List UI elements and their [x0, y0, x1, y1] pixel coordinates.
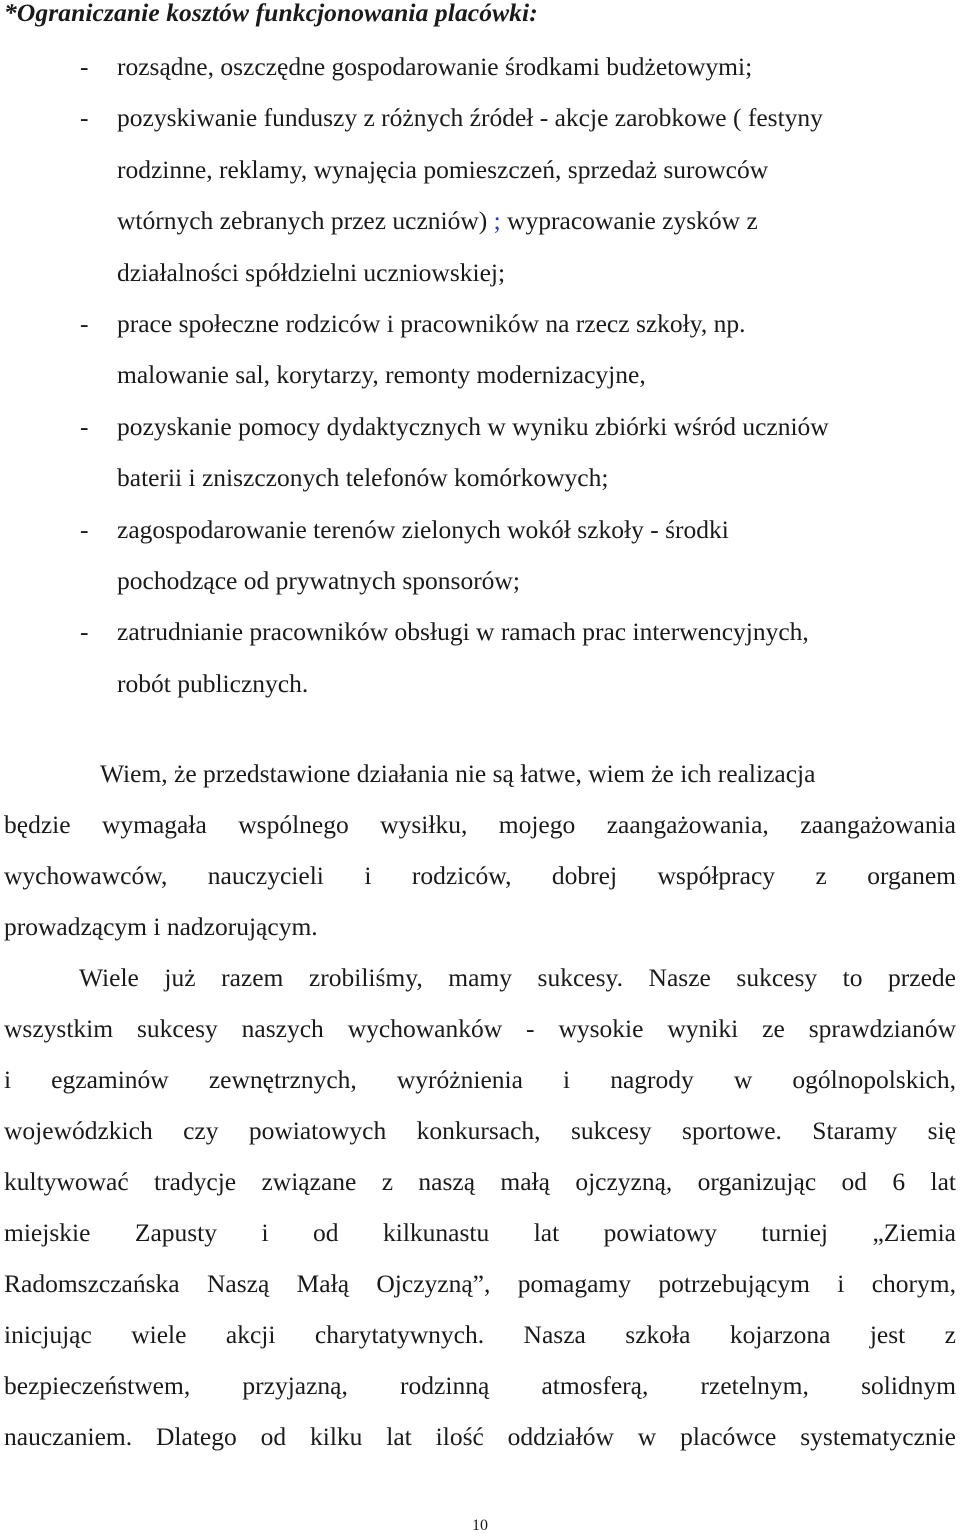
paragraph-line: prowadzącym i nadzorującym. — [4, 912, 318, 941]
list-dash: - — [80, 411, 89, 441]
paragraph-line: wszystkim sukcesy naszych wychowanków - wysokie wyniki ze sprawdzianów — [4, 1014, 956, 1043]
list-item — [0, 401, 947, 504]
cost-reduction-list — [0, 41, 960, 709]
list-line: rodzinne, reklamy, wynajęcia pomieszczeń, sprzedaż surowców — [117, 154, 769, 184]
list-line: pochodzące od prywatnych sponsorów; — [117, 566, 520, 596]
paragraph-line: Radomszczańska Naszą Małą Ojczyzną”, pomagamy potrzebującym i chorym, — [4, 1269, 956, 1298]
list-item — [0, 92, 947, 298]
list-item — [0, 606, 947, 709]
list-item — [0, 41, 947, 92]
paragraph-line: bezpieczeństwem, przyjazną, rodzinną atmosferą, rzetelnym, solidnym — [4, 1371, 956, 1400]
list-dash: - — [80, 103, 89, 133]
list-item — [0, 504, 947, 607]
list-line: pozyskiwanie funduszy z różnych źródeł - akcje zarobkowe ( festyny — [117, 103, 823, 133]
paragraph-closing-statement — [4, 748, 956, 952]
paragraph-line: inicjując wiele akcji charytatywnych. Nasza szkoła kojarzona jest z — [4, 1320, 956, 1349]
list-line: rozsądne, oszczędne gospodarowanie środkami budżetowymi; — [117, 52, 753, 81]
paragraph-line: kultywować tradycje związane z naszą małą ojczyzną, organizując od 6 lat — [4, 1167, 956, 1196]
list-dash: - — [80, 309, 89, 339]
page-number: 10 — [472, 1517, 488, 1534]
list-line: działalności spółdzielni uczniowskiej; — [117, 257, 506, 287]
list-line-part: wtórnych zebranych przez uczniów) — [117, 206, 494, 236]
list-line-part: ; wypracowanie zysków z — [493, 206, 758, 236]
paragraph-line: Wiele już razem zrobiliśmy, mamy sukcesy. Nasze sukcesy to przede — [79, 963, 956, 992]
list-dash: - — [80, 514, 89, 544]
list-line: zatrudnianie pracowników obsługi w ramach prac interwencyjnych, — [117, 617, 809, 647]
list-line: prace społeczne rodziców i pracowników na rzecz szkoły, np. — [117, 309, 746, 339]
list-line: baterii i zniszczonych telefonów komórkowych; — [117, 463, 609, 493]
paragraph-line: będzie wymagała wspólnego wysiłku, mojego zaangażowania, zaangażowania — [4, 810, 956, 839]
paragraph-line: miejskie Zapusty i od kilkunastu lat powiatowy turniej „Ziemia — [4, 1218, 956, 1247]
list-line — [117, 195, 947, 246]
list-dash: - — [80, 52, 89, 81]
list-dash: - — [80, 617, 89, 647]
list-line: robót publicznych. — [117, 668, 309, 698]
paragraph-line: i egzaminów zewnętrznych, wyróżnienia i nagrody w ogólnopolskich, — [4, 1065, 956, 1094]
section-heading: *Ograniczanie kosztów funkcjonowania placówki: — [4, 0, 538, 27]
paragraph-line: wychowawców, nauczycieli i rodziców, dobrej współpracy z organem — [4, 861, 956, 890]
paragraph-line: wojewódzkich czy powiatowych konkursach, sukcesy sportowe. Staramy się — [4, 1116, 956, 1145]
list-line: zagospodarowanie terenów zielonych wokół szkoły - środki — [117, 514, 729, 544]
paragraph-line: Wiem, że przedstawione działania nie są łatwe, wiem że ich realizacja — [100, 759, 816, 788]
list-line: malowanie sal, korytarzy, remonty modernizacyjne, — [117, 360, 646, 390]
list-item — [0, 298, 947, 401]
list-line: pozyskanie pomocy dydaktycznych w wyniku zbiórki wśród uczniów — [117, 411, 829, 441]
paragraph-line: nauczaniem. Dlatego od kilku lat ilość oddziałów w placówce systematycznie — [4, 1422, 956, 1451]
paragraph-achievements — [4, 952, 956, 1462]
